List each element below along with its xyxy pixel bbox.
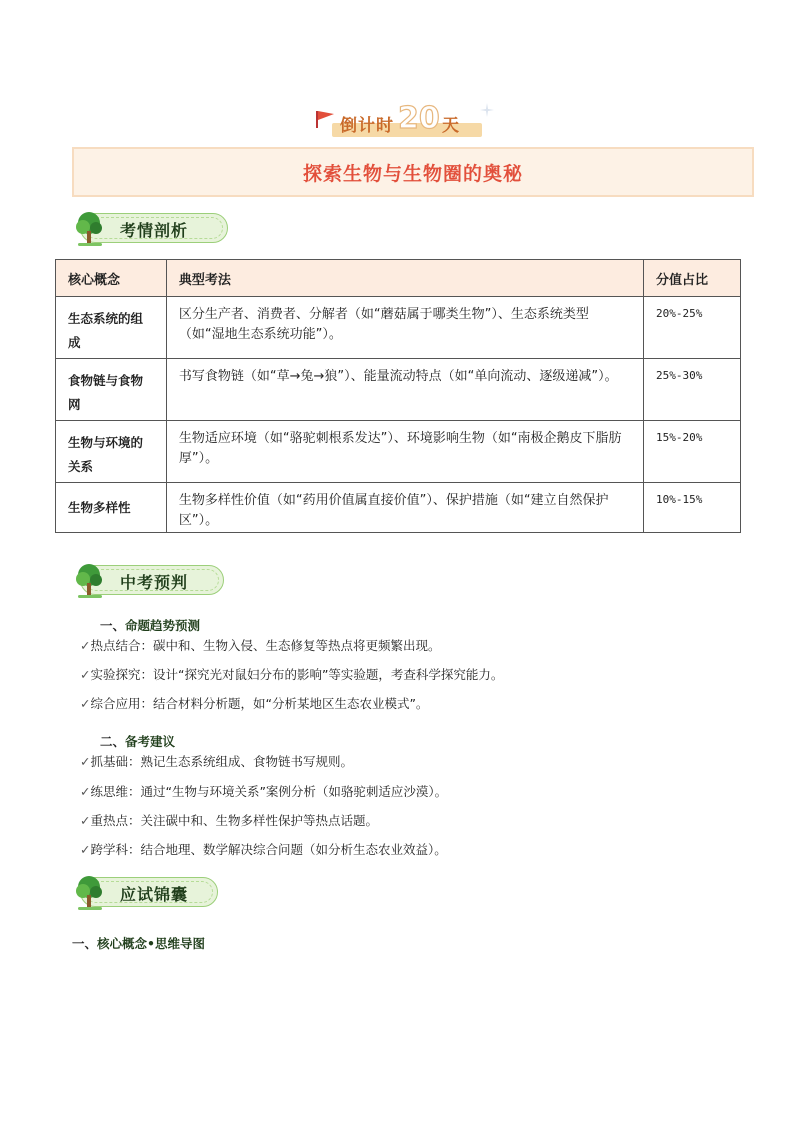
header-share: 分值占比: [644, 260, 741, 297]
section-title: 中考预判: [120, 573, 189, 592]
row-concept: 食物链与食物 网: [56, 359, 167, 421]
list-item: ✓综合应用：结合材料分析题，如“分析某地区生态农业模式”。: [80, 696, 429, 711]
section-header-prediction: [72, 561, 224, 597]
table-row: [56, 359, 741, 421]
analysis-table: [55, 259, 741, 533]
row-share: 20%-25%: [644, 297, 741, 359]
list-item: ✓热点结合：碳中和、生物入侵、生态修复等热点将更频繁出现。: [80, 638, 441, 653]
row-share: 25%-30%: [644, 359, 741, 421]
check-icon: ✓: [80, 696, 91, 711]
row-method: 生物多样性价值（如“药用价值属直接价值”）、保护措施（如“建立自然保护区”）。: [166, 483, 643, 533]
subhead-trend: 一、命题趋势预测: [100, 618, 201, 633]
header-method: 典型考法: [166, 260, 643, 297]
check-icon: ✓: [80, 813, 91, 828]
section-title: 考情剖析: [120, 221, 189, 240]
title-banner: [72, 147, 754, 197]
row-share: 15%-20%: [644, 421, 741, 483]
table-header-row: [56, 260, 741, 297]
row-concept: 生物与环境的 关系: [56, 421, 167, 483]
subhead-advice: 二、备考建议: [100, 734, 176, 749]
list-item: ✓跨学科：结合地理、数学解决综合问题（如分析生态农业效益）。: [80, 842, 447, 857]
countdown-prefix: 倒计时: [340, 116, 394, 136]
header-concept: 核心概念: [56, 260, 167, 297]
check-icon: ✓: [80, 842, 91, 857]
tree-icon: [72, 873, 106, 911]
countdown-suffix: 天: [442, 116, 459, 136]
section-header-analysis: [72, 209, 228, 245]
table-row: [56, 483, 741, 533]
section-header-tips: [72, 873, 218, 909]
page-title: 探索生物与生物圈的奥秘: [302, 162, 523, 185]
row-share: 10%-15%: [644, 483, 741, 533]
row-method: 区分生产者、消费者、分解者（如“蘑菇属于哪类生物”）、生态系统类型（如“湿地生态系统功能”）。: [166, 297, 643, 359]
row-method: 书写食物链（如“草→兔→狼”）、能量流动特点（如“单向流动、逐级递减”）。: [166, 359, 643, 421]
check-icon: ✓: [80, 784, 91, 799]
row-concept: 生物多样性: [56, 483, 167, 533]
check-icon: ✓: [80, 638, 91, 653]
row-concept: 生态系统的组 成: [56, 297, 167, 359]
list-item: ✓抓基础：熟记生态系统组成、食物链书写规则。: [80, 754, 353, 769]
section-title: 应试锦囊: [120, 885, 189, 904]
mindmap-heading: 一、核心概念•思维导图: [72, 936, 206, 951]
list-item: ✓实验探究：设计“探究光对鼠妇分布的影响”等实验题，考查科学探究能力。: [80, 667, 504, 682]
list-item: ✓重热点：关注碳中和、生物多样性保护等热点话题。: [80, 813, 378, 828]
countdown-badge: [312, 103, 490, 137]
sparkle-icon: [480, 103, 494, 117]
tree-icon: [72, 209, 106, 247]
check-icon: ✓: [80, 754, 91, 769]
list-item: ✓练思维：通过“生物与环境关系”案例分析（如骆驼刺适应沙漠）。: [80, 784, 448, 799]
flag-icon: [314, 109, 336, 129]
table-row: [56, 297, 741, 359]
row-method: 生物适应环境（如“骆驼刺根系发达”）、环境影响生物（如“南极企鹅皮下脂肪厚”）。: [166, 421, 643, 483]
tree-icon: [72, 561, 106, 599]
table-row: [56, 421, 741, 483]
countdown-number: 20: [398, 101, 440, 136]
check-icon: ✓: [80, 667, 91, 682]
